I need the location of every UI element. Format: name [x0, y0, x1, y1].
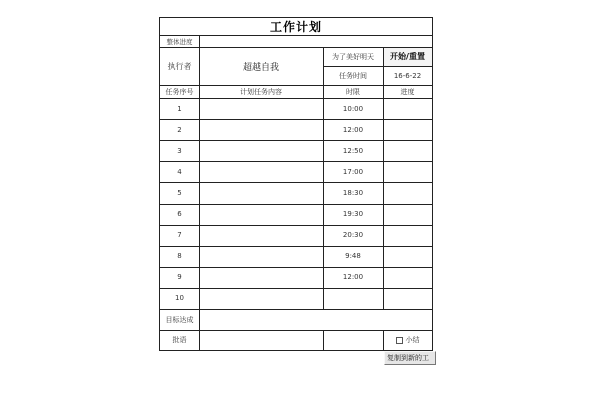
review-content[interactable] — [199, 330, 383, 350]
executor-name[interactable]: 超越自我 — [242, 62, 279, 73]
copy-to-new-sheet-button[interactable]: 复制到新的工 — [384, 351, 436, 365]
column-header-task-no: 任务序号 — [165, 87, 194, 96]
checkbox-icon[interactable] — [396, 337, 403, 344]
task-number: 5 — [177, 188, 182, 197]
task-progress[interactable] — [383, 161, 432, 182]
task-progress[interactable] — [383, 119, 432, 140]
task-content[interactable] — [199, 288, 323, 309]
column-header-progress: 进度 — [400, 87, 415, 96]
task-number: 4 — [177, 167, 182, 176]
task-content[interactable] — [199, 161, 323, 182]
overall-progress-label: 整体进度 — [166, 37, 193, 46]
task-content[interactable] — [199, 267, 323, 288]
task-deadline[interactable]: 12:00 — [342, 273, 364, 282]
task-deadline[interactable]: 19:30 — [342, 210, 364, 219]
task-number: 7 — [177, 231, 182, 240]
goal-achieved-label: 目标达成 — [165, 315, 194, 324]
task-number: 2 — [177, 125, 182, 134]
task-deadline[interactable]: 12:50 — [342, 146, 364, 155]
task-deadline[interactable]: 10:00 — [342, 104, 364, 113]
task-content[interactable] — [199, 225, 323, 246]
task-progress[interactable] — [383, 246, 432, 267]
task-content[interactable] — [199, 182, 323, 203]
goal-achieved-value[interactable] — [199, 309, 432, 330]
task-content[interactable] — [199, 246, 323, 267]
task-time-label: 任务时间 — [339, 71, 367, 80]
task-content[interactable] — [199, 204, 323, 225]
motto-text: 为了美好明天 — [332, 52, 374, 61]
overall-progress-value[interactable] — [199, 35, 432, 47]
task-number: 3 — [177, 146, 182, 155]
task-deadline[interactable]: 20:30 — [342, 231, 364, 240]
task-content[interactable] — [199, 140, 323, 161]
task-progress[interactable] — [383, 288, 432, 309]
task-progress[interactable] — [383, 182, 432, 203]
task-progress[interactable] — [383, 225, 432, 246]
task-progress[interactable] — [383, 140, 432, 161]
task-deadline[interactable] — [323, 288, 383, 309]
executor-label: 执行者 — [167, 61, 192, 71]
summary-checkbox-label: 小结 — [405, 336, 420, 344]
task-deadline[interactable]: 9:48 — [345, 252, 361, 261]
task-content[interactable] — [199, 98, 323, 119]
task-number: 6 — [177, 210, 182, 219]
task-deadline[interactable]: 17:00 — [342, 167, 364, 176]
task-deadline[interactable]: 12:00 — [342, 125, 364, 134]
task-date[interactable]: 16-6-22 — [393, 71, 422, 80]
sheet-title: 工作计划 — [269, 20, 322, 34]
task-deadline[interactable]: 18:30 — [342, 188, 364, 197]
task-number: 10 — [175, 294, 184, 303]
column-header-deadline: 时限 — [346, 87, 360, 96]
task-number: 9 — [177, 273, 182, 282]
task-progress[interactable] — [383, 204, 432, 225]
task-content[interactable] — [199, 119, 323, 140]
task-progress[interactable] — [383, 267, 432, 288]
summary-checkbox[interactable] — [383, 330, 432, 350]
task-number: 1 — [177, 104, 182, 113]
task-progress[interactable] — [383, 98, 432, 119]
work-plan-sheet — [159, 17, 433, 351]
task-number: 8 — [177, 252, 182, 261]
column-header-task-content: 计划任务内容 — [240, 87, 282, 96]
review-label: 批语 — [172, 336, 187, 344]
start-reset-button[interactable]: 开始/重置 — [383, 47, 432, 66]
